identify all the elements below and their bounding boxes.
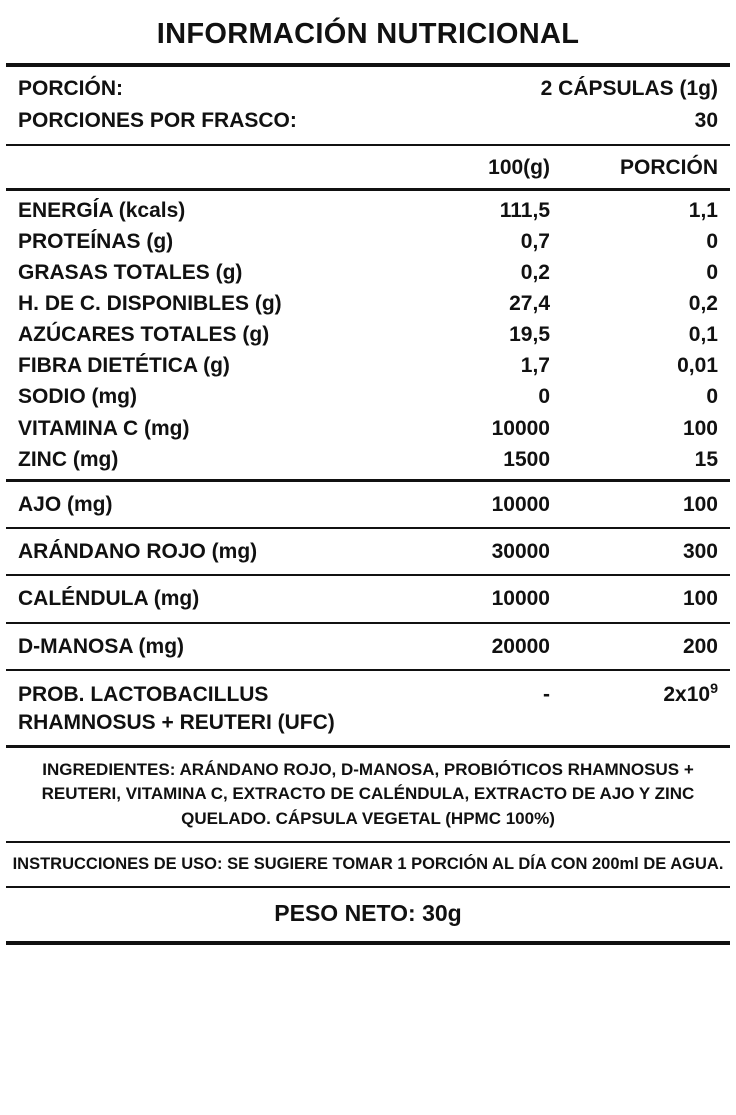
active-row-cranberry [0,529,736,574]
active-row-calendula [0,576,736,621]
nutrient-name: ENERGÍA (kcals) [18,199,186,222]
active-per-portion: 300 [682,540,718,563]
probiotic-name-line1: PROB. LACTOBACILLUS [18,682,269,706]
active-per-100g: 20000 [491,634,550,658]
column-header-per-100g: 100(g) [488,156,550,179]
per-container-label: PORCIONES POR FRASCO: [18,108,297,132]
nutrient-name: SODIO (mg) [18,385,137,409]
probiotic-per-portion-base: 2x10 [663,682,711,706]
active-row-probiotic [0,671,736,745]
probiotic-per-portion [558,680,718,708]
table-row [18,413,718,444]
nutrient-per-portion: 15 [694,447,718,471]
table-row [18,585,718,612]
nutrient-name: PROTEÍNAS (g) [18,230,174,254]
table-row [18,444,718,475]
probiotic-per-portion-exponent: 9 [710,680,718,697]
nutrient-per-100g: 1500 [503,447,550,471]
nutrient-rows [0,191,736,479]
serving-row-portion [18,73,718,105]
table-row [18,319,718,350]
table-row [18,680,718,736]
probiotic-name-line2: RHAMNOSUS + REUTERI (UFC) [18,710,335,734]
table-row [18,226,718,257]
nutrient-name: H. DE C. DISPONIBLES (g) [18,292,282,316]
nutrient-per-100g: 0,7 [520,230,550,254]
portion-value: 2 CÁPSULAS (1g) [540,77,718,100]
nutrient-per-portion: 0 [706,385,718,409]
nutrient-per-100g: 27,4 [509,292,550,316]
active-per-portion: 100 [682,492,718,516]
page-title: INFORMACIÓN NUTRICIONAL [156,18,580,50]
table-row [18,288,718,319]
net-weight: PESO NETO: 30g [274,900,462,927]
active-row-garlic [0,482,736,527]
column-headers [0,146,736,188]
nutrient-per-100g: 10000 [491,416,550,440]
nutrient-name: AZÚCARES TOTALES (g) [18,323,270,347]
table-row [18,257,718,288]
active-name: CALÉNDULA (mg) [18,587,200,611]
active-row-dmannose [0,624,736,669]
serving-row-per-container [18,105,718,137]
table-row [18,350,718,381]
active-name: AJO (mg) [18,492,113,516]
nutrient-per-portion: 0,01 [677,354,718,378]
active-per-100g: 10000 [491,492,550,516]
portion-label: PORCIÓN: [18,77,123,100]
table-row [18,195,718,226]
column-header-per-portion: PORCIÓN [619,156,718,179]
nutrient-name: ZINC (mg) [18,447,119,471]
active-per-portion: 200 [682,634,718,658]
nutrient-per-100g: 0 [538,385,550,409]
ingredients-text: INGREDIENTES: ARÁNDANO ROJO, D-MANOSA, PROBIÓTICOS RHAMNOSUS + REUTERI, VITAMINA C, EXTRACTO DE CALÉNDULA, EXTRACTO DE AJO Y ZINC QUELADO. CÁPSULA VEGETAL (HPMC 100%) [41,760,695,828]
nutrient-per-portion: 0,2 [688,292,718,316]
serving-info [0,67,736,144]
active-name: ARÁNDANO ROJO (mg) [18,540,258,563]
nutrient-per-portion: 100 [682,416,718,440]
nutrient-per-100g: 1,7 [520,354,550,378]
nutrient-per-100g: 0,2 [520,261,550,285]
nutrient-per-100g: 111,5 [499,199,550,222]
nutrient-per-100g: 19,5 [509,323,550,347]
nutrient-name: FIBRA DIETÉTICA (g) [18,354,230,378]
active-per-portion: 100 [682,587,718,611]
nutrient-name: VITAMINA C (mg) [18,416,190,440]
nutrient-per-portion: 1,1 [688,199,718,222]
probiotic-name [18,681,400,736]
probiotic-per-100g: - [543,682,550,706]
table-row [18,491,718,518]
table-row [18,538,718,565]
active-per-100g: 30000 [491,540,550,563]
nutrient-per-portion: 0 [706,230,718,254]
nutrient-per-portion: 0 [706,261,718,285]
table-row [18,381,718,412]
table-row [18,633,718,660]
nutrient-per-portion: 0,1 [688,323,718,347]
active-name: D-MANOSA (mg) [18,634,185,658]
per-container-value: 30 [694,108,718,132]
bottom-spacer [0,945,736,1115]
active-per-100g: 10000 [491,587,550,611]
nutrient-name: GRASAS TOTALES (g) [18,261,243,285]
usage-instructions-text: INSTRUCCIONES DE USO: SE SUGIERE TOMAR 1 PORCIÓN AL DÍA CON 200ml DE AGUA. [12,854,724,873]
